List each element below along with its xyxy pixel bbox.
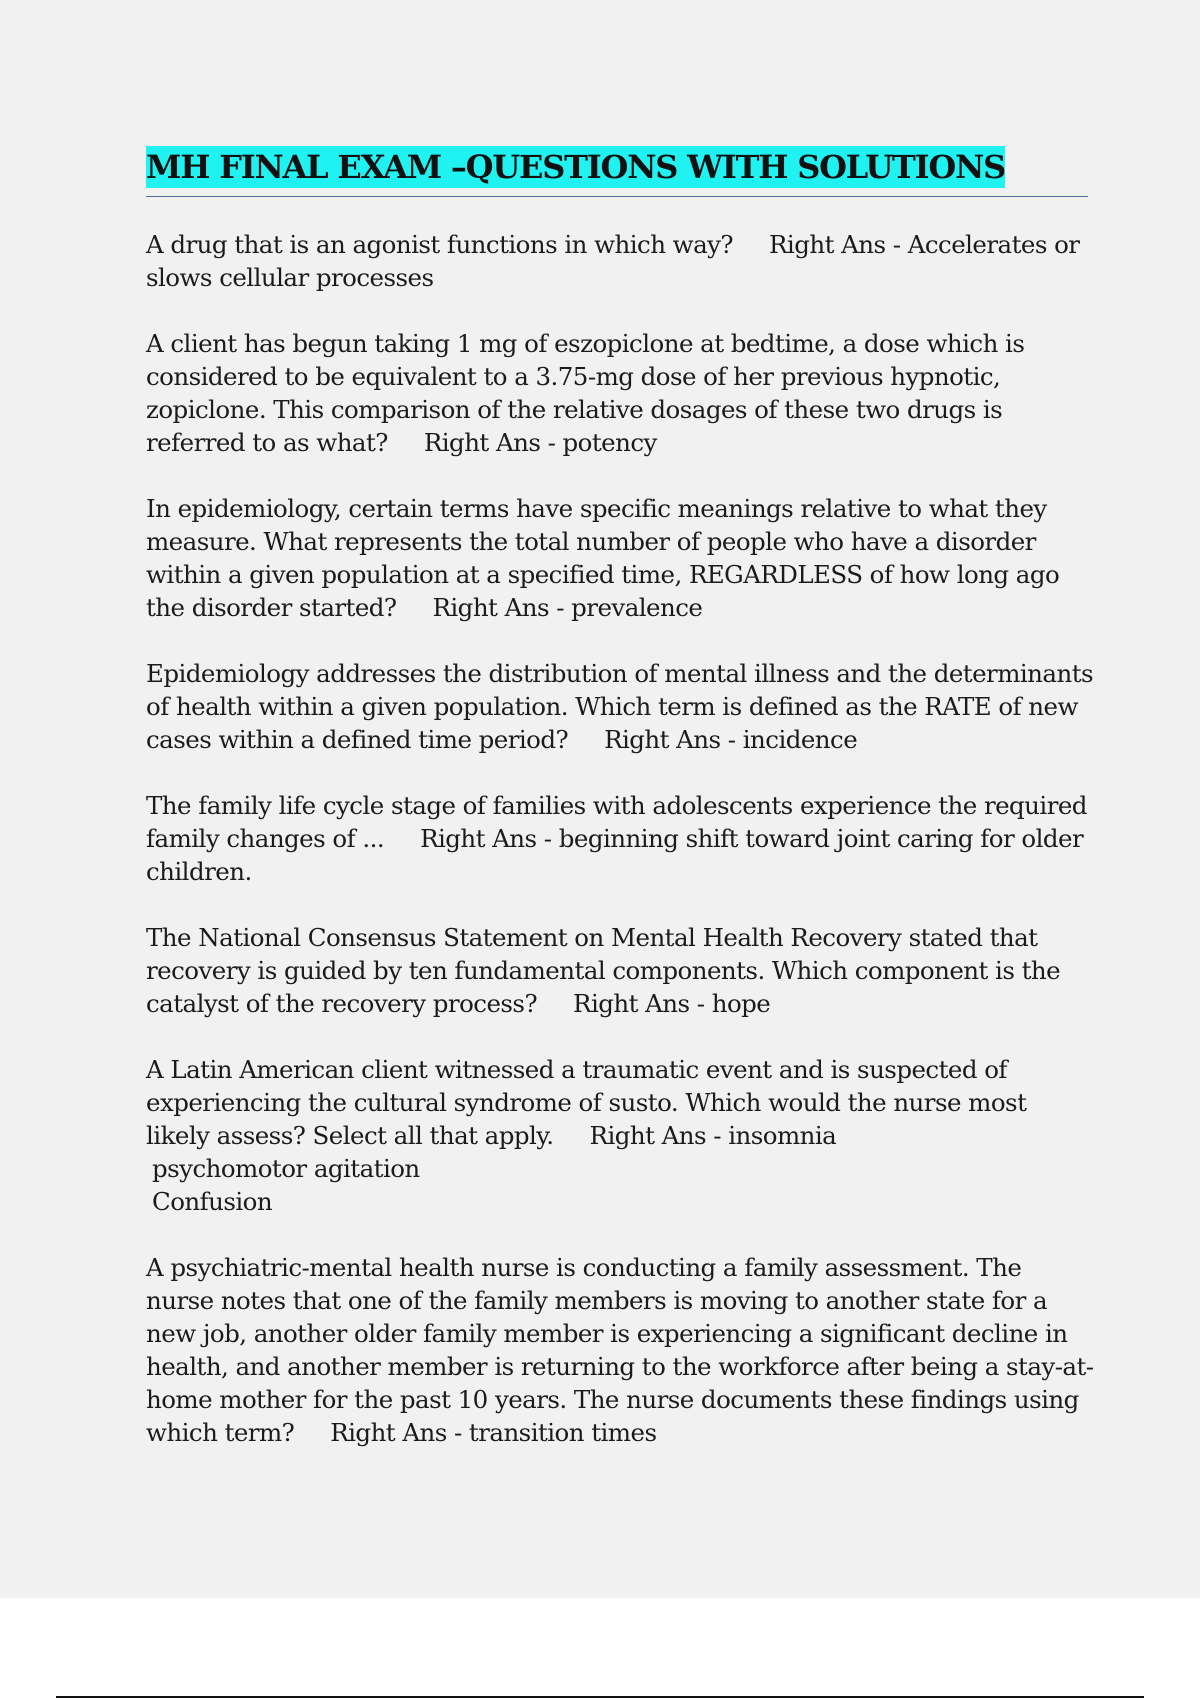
qa-list	[146, 228, 1096, 1482]
answer-text: Right Ans - beginning shift toward joint caring for older children.	[146, 824, 1084, 886]
answer-text: Right Ans - prevalence	[432, 593, 703, 622]
question-text: Epidemiology addresses the distribution of mental illness and the determinants of health within a given population. Which term is defined as the RATE of new cases within a defined time period?	[146, 659, 1094, 754]
question-text: A client has begun taking 1 mg of eszopiclone at bedtime, a dose which is considered to be equivalent to a 3.75-mg dose of her previous hypnotic, zopiclone. This comparison of the relative dosages of these two drugs is referred to as what?	[146, 329, 1025, 457]
qa-item	[146, 1053, 1096, 1218]
page-title: MH FINAL EXAM –QUESTIONS WITH SOLUTIONS	[146, 148, 1006, 186]
answer-text: Right Ans - transition times	[330, 1418, 657, 1447]
qa-item	[146, 228, 1096, 294]
qa-item	[146, 921, 1096, 1020]
answer-text: Right Ans - hope	[573, 989, 771, 1018]
answer-text: Right Ans - potency	[423, 428, 657, 457]
extra-answer: psychomotor agitation	[152, 1154, 420, 1183]
qa-item	[146, 789, 1096, 888]
answer-text: Right Ans - Accelerates or slows cellular processes	[146, 230, 1080, 292]
question-text: The National Consensus Statement on Mental Health Recovery stated that recovery is guided by ten fundamental components. Which component is the catalyst of the recovery process?	[146, 923, 1061, 1018]
extra-answer: Confusion	[152, 1187, 273, 1216]
answer-text: Right Ans - insomnia	[589, 1121, 837, 1150]
question-text: In epidemiology, certain terms have specific meanings relative to what they measure. What represents the total number of people who have a disorder within a given population at a specified time, REGARDLESS of how long ago the disorder started?	[146, 494, 1060, 622]
qa-item	[146, 1251, 1096, 1449]
question-text: A psychiatric-mental health nurse is conducting a family assessment. The nurse notes that one of the family members is moving to another state for a new job, another older family member is experiencing a significant decline in health, and another member is returning to the workforce after being a stay-at-home mother for the past 10 years. The nurse documents these findings using which term?	[146, 1253, 1094, 1447]
qa-item	[146, 492, 1096, 624]
qa-item	[146, 657, 1096, 756]
answer-text: Right Ans - incidence	[604, 725, 858, 754]
title-block	[146, 146, 1088, 197]
qa-item	[146, 327, 1096, 459]
question-text: A Latin American client witnessed a traumatic event and is suspected of experiencing the cultural syndrome of susto. Which would the nurse most likely assess? Select all that apply.	[146, 1055, 1027, 1150]
question-text: A drug that is an agonist functions in which way?	[146, 230, 734, 259]
footer-divider	[56, 1696, 1144, 1698]
question-text: The family life cycle stage of families with adolescents experience the required family changes of ...	[146, 791, 1087, 853]
